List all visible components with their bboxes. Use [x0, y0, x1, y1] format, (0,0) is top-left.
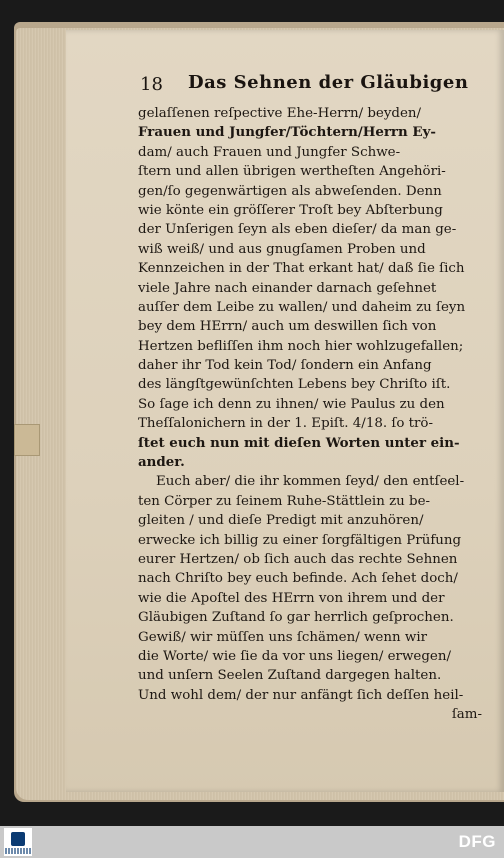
text-line: So ſage ich denn zu ihnen/ wie Paulus zu den	[138, 396, 445, 412]
text-line: ander.	[138, 454, 185, 471]
catchword: ſam-	[451, 707, 482, 723]
text-line: Und wohl dem/ der nur anfängt ſich deſſen heil-	[138, 687, 464, 703]
text-line: Gläubigen Zuſtand ſo gar herrlich geſprochen.	[138, 610, 454, 626]
text-line: gen/ſo gegenwärtigen als abweſenden. Denn	[138, 183, 442, 199]
text-line: daher ihr Tod kein Tod/ ſondern ein Anfang	[138, 358, 432, 374]
text-line: wie die Apoſtel des HErrn von ihrem und der	[138, 590, 445, 606]
text-line: viele Jahre nach einander darnach geſehnet	[138, 280, 437, 296]
text-line: dam/ auch Frauen und Jungfer Schwe-	[138, 144, 401, 160]
page-header	[140, 72, 490, 100]
page-number: 18	[140, 74, 163, 95]
text-line: Kennzeichen in der That erkant hat/ daß ſie ſich	[138, 261, 465, 277]
text-line: erwecke ich billig zu einer ſorgfältigen Prüfung	[138, 532, 462, 548]
text-line: Frauen und Jungfer/Töchtern/Herrn Ey-	[138, 124, 436, 141]
text-line: gleiten / und dieſe Predigt mit anzuhören/	[138, 513, 424, 529]
text-line: Theſſalonichern in der 1. Epiſt. 4/18. ſo trö-	[138, 416, 434, 432]
tranquebar-logo[interactable]	[4, 828, 32, 856]
viewer-footer-bar	[0, 826, 504, 858]
text-line: wie könte ein gröſſerer Troſt bey Abſterbung	[138, 202, 443, 218]
body-text	[138, 104, 482, 725]
text-line: ſtet euch nun mit dieſen Worten unter ein-	[138, 434, 460, 451]
logo-caption	[5, 848, 31, 854]
text-line: bey dem HErrn/ auch um deswillen ſich von	[138, 319, 437, 335]
paper-tab-marker	[14, 424, 40, 456]
text-line: Euch aber/ die ihr kommen ſeyd/ den entſeel-	[156, 474, 465, 490]
text-line: des längſtgewünſchten Lebens bey Chriſto iſt.	[138, 377, 451, 393]
text-line: die Worte/ wie ſie da vor uns liegen/ erwegen/	[138, 648, 451, 664]
text-line: eurer Hertzen/ ob ſich auch das rechte Sehnen	[138, 551, 458, 567]
text-line: ſtern und allen übrigen wertheſten Angehöri-	[138, 164, 446, 180]
dfg-logo[interactable]: DFG	[458, 832, 496, 851]
text-line: auſſer dem Leibe zu wallen/ und daheim zu ſeyn	[138, 299, 466, 315]
foundation-emblem-icon	[11, 832, 25, 846]
text-line: und unſern Seelen Zuſtand dargegen halten.	[138, 668, 442, 684]
text-line: ten Cörper zu ſeinem Ruhe-Stättlein zu be-	[138, 493, 431, 509]
text-line: der Unſerigen ſeyn als eben dieſer/ da man ge-	[138, 222, 457, 238]
text-line: nach Chriſto bey euch befinde. Ach ſehet doch/	[138, 571, 458, 587]
text-line: Gewiß/ wir müſſen uns ſchämen/ wenn wir	[138, 629, 428, 645]
text-line: gelaſſenen reſpective Ehe-Herrn/ beyden/	[138, 106, 422, 121]
text-line: Hertzen befliſſen ihm noch hier wohlzugefallen;	[138, 338, 464, 354]
text-line: wiß weiß/ und aus gnugſamen Proben und	[138, 241, 426, 257]
running-head: Das Sehnen der Gläubigen	[188, 72, 469, 93]
